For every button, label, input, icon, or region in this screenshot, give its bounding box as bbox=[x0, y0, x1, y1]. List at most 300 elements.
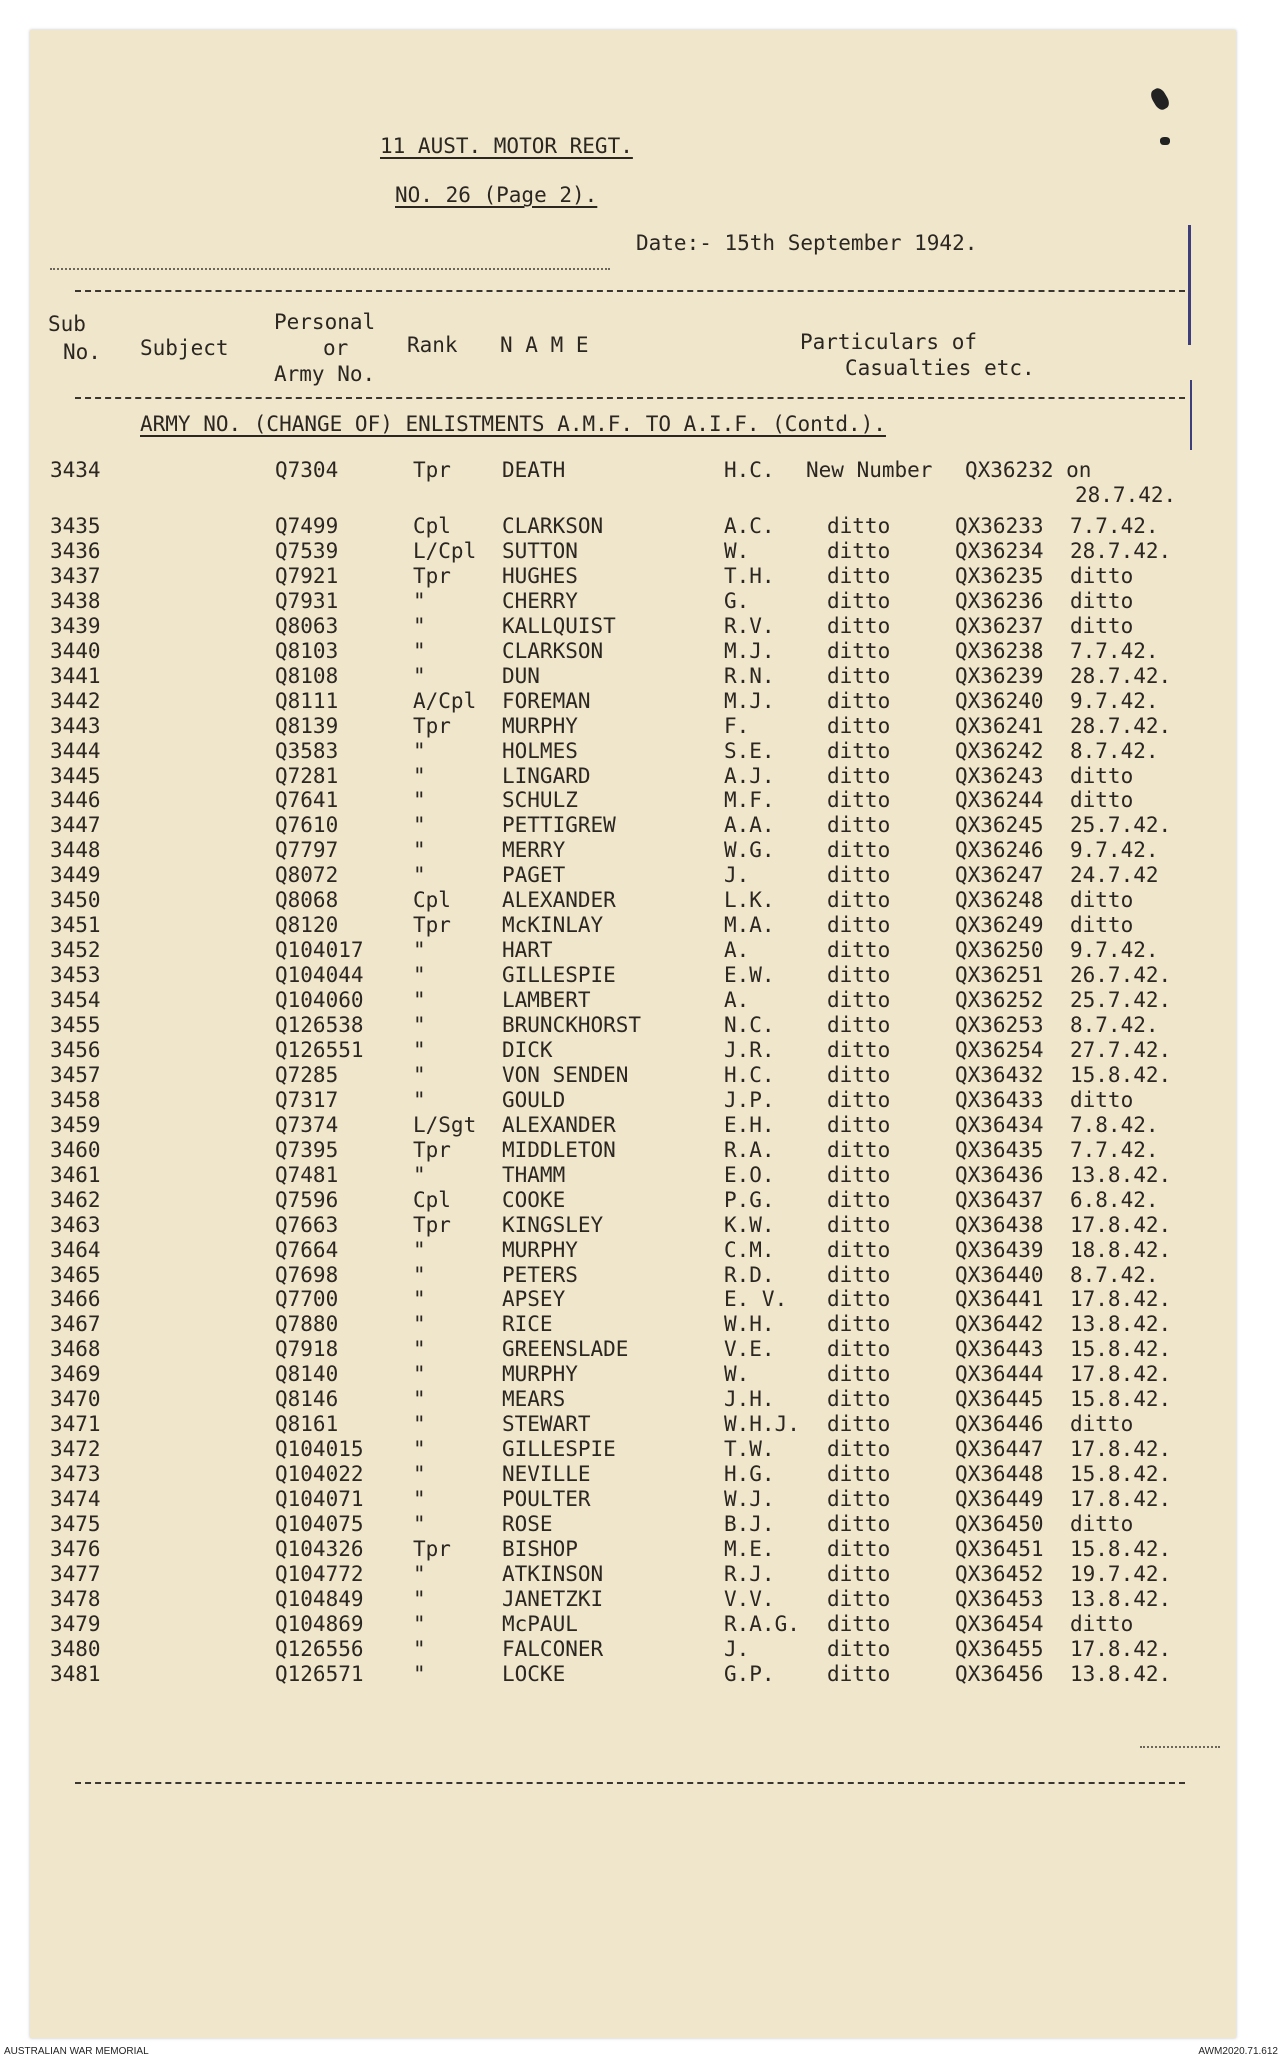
initials: J. bbox=[724, 1637, 750, 1661]
initials: R.D. bbox=[724, 1263, 775, 1287]
new-number: QX36441 bbox=[955, 1287, 1044, 1311]
surname: ALEXANDER bbox=[502, 888, 616, 912]
surname: MEARS bbox=[502, 1387, 566, 1411]
effective-date: 13.8.42. bbox=[1070, 1312, 1172, 1336]
sub-number: 3481 bbox=[50, 1662, 101, 1686]
particulars: ditto bbox=[827, 1113, 891, 1137]
sub-number: 3437 bbox=[50, 564, 101, 588]
rank: " bbox=[413, 1063, 426, 1087]
rank: Cpl bbox=[413, 1188, 451, 1212]
rank: " bbox=[413, 1038, 426, 1062]
sub-number: 3463 bbox=[50, 1213, 101, 1237]
ink-mark bbox=[1160, 137, 1170, 145]
initials: E. V. bbox=[724, 1287, 788, 1311]
initials: R.A. bbox=[724, 1138, 775, 1162]
document-page bbox=[30, 30, 1236, 2038]
effective-date: 8.7.42. bbox=[1070, 1263, 1159, 1287]
surname: ROSE bbox=[502, 1512, 553, 1536]
table-row bbox=[30, 1387, 1236, 1411]
table-row bbox=[30, 888, 1236, 912]
table-row bbox=[30, 1038, 1236, 1062]
new-number: QX36241 bbox=[955, 714, 1044, 738]
surname: PAGET bbox=[502, 863, 566, 887]
table-row bbox=[30, 1287, 1236, 1311]
initials: E.O. bbox=[724, 1163, 775, 1187]
particulars: ditto bbox=[827, 664, 891, 688]
new-number: QX36246 bbox=[955, 838, 1044, 862]
rank: " bbox=[413, 1387, 426, 1411]
table-row bbox=[30, 664, 1236, 688]
particulars: ditto bbox=[827, 589, 891, 613]
table-row bbox=[30, 1487, 1236, 1511]
particulars: ditto bbox=[827, 863, 891, 887]
army-number: Q7481 bbox=[275, 1163, 339, 1187]
table-row bbox=[30, 788, 1236, 812]
document-date: Date:- 15th September 1942. bbox=[636, 231, 978, 255]
surname: STEWART bbox=[502, 1412, 591, 1436]
initials: G.P. bbox=[724, 1662, 775, 1686]
particulars: ditto bbox=[827, 1287, 891, 1311]
table-row bbox=[30, 614, 1236, 638]
rank: Tpr bbox=[413, 1213, 451, 1237]
effective-date: 25.7.42. bbox=[1070, 988, 1172, 1012]
surname: SCHULZ bbox=[502, 788, 578, 812]
effective-date: 9.7.42. bbox=[1070, 938, 1159, 962]
initials: A. bbox=[724, 988, 750, 1012]
table-row bbox=[30, 1088, 1236, 1112]
rank: " bbox=[413, 938, 426, 962]
effective-date: 13.8.42. bbox=[1070, 1163, 1172, 1187]
effective-date: 7.7.42. bbox=[1070, 514, 1159, 538]
surname: COOKE bbox=[502, 1188, 566, 1212]
rank: " bbox=[413, 1263, 426, 1287]
table-row bbox=[30, 1562, 1236, 1586]
new-number: QX36432 bbox=[955, 1063, 1044, 1087]
new-number: QX36445 bbox=[955, 1387, 1044, 1411]
new-number: QX36233 bbox=[955, 514, 1044, 538]
effective-date: 17.8.42. bbox=[1070, 1362, 1172, 1386]
effective-date: 8.7.42. bbox=[1070, 739, 1159, 763]
initials: A. bbox=[724, 938, 750, 962]
surname: McPAUL bbox=[502, 1612, 578, 1636]
army-number: Q8139 bbox=[275, 714, 339, 738]
sub-number: 3441 bbox=[50, 664, 101, 688]
rank: " bbox=[413, 1238, 426, 1262]
army-number: Q7931 bbox=[275, 589, 339, 613]
sub-number: 3434 bbox=[50, 458, 101, 482]
table-row bbox=[30, 1437, 1236, 1461]
table-row bbox=[30, 564, 1236, 588]
rank: Tpr bbox=[413, 564, 451, 588]
new-number: QX36254 bbox=[955, 1038, 1044, 1062]
effective-date: 9.7.42. bbox=[1070, 689, 1159, 713]
army-number: Q104060 bbox=[275, 988, 364, 1012]
particulars: ditto bbox=[827, 764, 891, 788]
initials: M.F. bbox=[724, 788, 775, 812]
particulars: ditto bbox=[827, 564, 891, 588]
table-row bbox=[30, 1163, 1236, 1187]
header-army-no: Army No. bbox=[274, 362, 376, 386]
surname: GILLESPIE bbox=[502, 1437, 616, 1461]
surname: BISHOP bbox=[502, 1537, 578, 1561]
table-row bbox=[30, 1512, 1236, 1536]
table-row bbox=[30, 838, 1236, 862]
particulars: ditto bbox=[827, 1163, 891, 1187]
initials: W.H.J. bbox=[724, 1412, 800, 1436]
effective-date: 27.7.42. bbox=[1070, 1038, 1172, 1062]
sub-number: 3476 bbox=[50, 1537, 101, 1561]
rank: " bbox=[413, 1662, 426, 1686]
particulars: ditto bbox=[827, 888, 891, 912]
initials: V.V. bbox=[724, 1587, 775, 1611]
army-number: Q104017 bbox=[275, 938, 364, 962]
particulars: ditto bbox=[827, 938, 891, 962]
rank: " bbox=[413, 1163, 426, 1187]
rank: " bbox=[413, 1437, 426, 1461]
sub-number: 3461 bbox=[50, 1163, 101, 1187]
table-row bbox=[30, 1213, 1236, 1237]
table-row bbox=[30, 1113, 1236, 1137]
table-row bbox=[30, 1188, 1236, 1212]
rank: " bbox=[413, 988, 426, 1012]
surname: CHERRY bbox=[502, 589, 578, 613]
new-number: QX36444 bbox=[955, 1362, 1044, 1386]
particulars: New Number bbox=[806, 458, 933, 482]
table-row bbox=[30, 1412, 1236, 1436]
rank: " bbox=[413, 1462, 426, 1486]
new-number: QX36243 bbox=[955, 764, 1044, 788]
new-number: QX36454 bbox=[955, 1612, 1044, 1636]
new-number: QX36447 bbox=[955, 1437, 1044, 1461]
rank: " bbox=[413, 589, 426, 613]
initials: A.J. bbox=[724, 764, 775, 788]
effective-date: 28.7.42. bbox=[1070, 539, 1172, 563]
sub-number: 3455 bbox=[50, 1013, 101, 1037]
table-row bbox=[30, 739, 1236, 763]
particulars: ditto bbox=[827, 1312, 891, 1336]
sub-number: 3449 bbox=[50, 863, 101, 887]
surname: HART bbox=[502, 938, 553, 962]
particulars: ditto bbox=[827, 1213, 891, 1237]
surname: LOCKE bbox=[502, 1662, 566, 1686]
table-row bbox=[30, 813, 1236, 837]
initials: P.G. bbox=[724, 1188, 775, 1212]
particulars: ditto bbox=[827, 614, 891, 638]
army-number: Q7281 bbox=[275, 764, 339, 788]
table-row bbox=[30, 1263, 1236, 1287]
rank: " bbox=[413, 863, 426, 887]
rank: " bbox=[413, 1088, 426, 1112]
table-row bbox=[30, 938, 1236, 962]
army-number: Q8111 bbox=[275, 689, 339, 713]
dotted-rule bbox=[50, 268, 610, 270]
new-number: QX36440 bbox=[955, 1263, 1044, 1287]
new-number: QX36433 bbox=[955, 1088, 1044, 1112]
particulars: ditto bbox=[827, 1063, 891, 1087]
effective-date: 24.7.42 bbox=[1070, 863, 1159, 887]
surname: BRUNCKHORST bbox=[502, 1013, 642, 1037]
surname: FALCONER bbox=[502, 1637, 604, 1661]
new-number: QX36252 bbox=[955, 988, 1044, 1012]
table-row bbox=[30, 689, 1236, 713]
new-number: QX36455 bbox=[955, 1637, 1044, 1661]
surname: RICE bbox=[502, 1312, 553, 1336]
new-number: QX36452 bbox=[955, 1562, 1044, 1586]
surname: HOLMES bbox=[502, 739, 578, 763]
surname: FOREMAN bbox=[502, 689, 591, 713]
initials: H.G. bbox=[724, 1462, 775, 1486]
particulars: ditto bbox=[827, 1562, 891, 1586]
table-row bbox=[30, 863, 1236, 887]
document-body bbox=[30, 30, 1236, 2038]
rank: " bbox=[413, 614, 426, 638]
rank: " bbox=[413, 664, 426, 688]
initials: W. bbox=[724, 539, 750, 563]
surname: LAMBERT bbox=[502, 988, 591, 1012]
header-name: N A M E bbox=[500, 333, 589, 357]
army-number: Q7921 bbox=[275, 564, 339, 588]
initials: F. bbox=[724, 714, 750, 738]
rank: " bbox=[413, 1612, 426, 1636]
particulars: ditto bbox=[827, 1487, 891, 1511]
sub-number: 3477 bbox=[50, 1562, 101, 1586]
rank: " bbox=[413, 1637, 426, 1661]
initials: J. bbox=[724, 863, 750, 887]
table-row bbox=[30, 988, 1236, 1012]
new-number: QX36235 bbox=[955, 564, 1044, 588]
effective-date: ditto bbox=[1070, 1512, 1134, 1536]
sub-number: 3466 bbox=[50, 1287, 101, 1311]
particulars: ditto bbox=[827, 714, 891, 738]
army-number: Q126551 bbox=[275, 1038, 364, 1062]
sub-number: 3440 bbox=[50, 639, 101, 663]
effective-date: 19.7.42. bbox=[1070, 1562, 1172, 1586]
army-number: Q7304 bbox=[275, 458, 339, 482]
army-number: Q7317 bbox=[275, 1088, 339, 1112]
new-number: QX36434 bbox=[955, 1113, 1044, 1137]
sub-number: 3445 bbox=[50, 764, 101, 788]
particulars: ditto bbox=[827, 1088, 891, 1112]
new-number: QX36442 bbox=[955, 1312, 1044, 1336]
new-number: QX36242 bbox=[955, 739, 1044, 763]
surname: MURPHY bbox=[502, 1362, 578, 1386]
dashed-rule-bottom bbox=[75, 1782, 1185, 1784]
sub-number: 3458 bbox=[50, 1088, 101, 1112]
particulars: ditto bbox=[827, 1512, 891, 1536]
effective-date: 7.7.42. bbox=[1070, 639, 1159, 663]
particulars: ditto bbox=[827, 1238, 891, 1262]
surname: GOULD bbox=[502, 1088, 566, 1112]
table-row bbox=[30, 1138, 1236, 1162]
sub-number: 3479 bbox=[50, 1612, 101, 1636]
effective-date: 15.8.42. bbox=[1070, 1063, 1172, 1087]
table-row bbox=[30, 963, 1236, 987]
archive-reference: AWM2020.71.612 bbox=[1198, 2046, 1278, 2057]
rank: L/Sgt bbox=[413, 1113, 477, 1137]
surname: MIDDLETON bbox=[502, 1138, 616, 1162]
new-number: QX36232 on bbox=[965, 458, 1092, 482]
surname: KALLQUIST bbox=[502, 614, 616, 638]
army-number: Q104071 bbox=[275, 1487, 364, 1511]
rank: Tpr bbox=[413, 913, 451, 937]
particulars: ditto bbox=[827, 1537, 891, 1561]
header-casualties: Casualties etc. bbox=[845, 356, 1035, 380]
initials: W.H. bbox=[724, 1312, 775, 1336]
rank: " bbox=[413, 838, 426, 862]
effective-date: 15.8.42. bbox=[1070, 1337, 1172, 1361]
archive-credit: AUSTRALIAN WAR MEMORIAL bbox=[4, 2046, 149, 2057]
rank: " bbox=[413, 1337, 426, 1361]
table-row bbox=[30, 913, 1236, 937]
surname: CLARKSON bbox=[502, 514, 604, 538]
initials: W.G. bbox=[724, 838, 775, 862]
army-number: Q8120 bbox=[275, 913, 339, 937]
sub-number: 3454 bbox=[50, 988, 101, 1012]
particulars: ditto bbox=[827, 1412, 891, 1436]
sub-number: 3451 bbox=[50, 913, 101, 937]
effective-date: 6.8.42. bbox=[1070, 1188, 1159, 1212]
particulars: ditto bbox=[827, 689, 891, 713]
header-particulars: Particulars of bbox=[800, 330, 978, 354]
table-row bbox=[30, 714, 1236, 738]
army-number: Q104326 bbox=[275, 1537, 364, 1561]
initials: W.J. bbox=[724, 1487, 775, 1511]
table-row bbox=[30, 514, 1236, 538]
sub-number: 3452 bbox=[50, 938, 101, 962]
new-number: QX36240 bbox=[955, 689, 1044, 713]
new-number: QX36237 bbox=[955, 614, 1044, 638]
sub-number: 3438 bbox=[50, 589, 101, 613]
particulars: ditto bbox=[827, 539, 891, 563]
sub-number: 3439 bbox=[50, 614, 101, 638]
effective-date: ditto bbox=[1070, 913, 1134, 937]
new-number: QX36245 bbox=[955, 813, 1044, 837]
particulars: ditto bbox=[827, 1437, 891, 1461]
army-number: Q7285 bbox=[275, 1063, 339, 1087]
rank: " bbox=[413, 1362, 426, 1386]
surname: CLARKSON bbox=[502, 639, 604, 663]
effective-date: 13.8.42. bbox=[1070, 1587, 1172, 1611]
effective-date: ditto bbox=[1070, 589, 1134, 613]
unit-title: 11 AUST. MOTOR REGT. bbox=[380, 134, 633, 158]
army-number: Q7395 bbox=[275, 1138, 339, 1162]
army-number: Q7880 bbox=[275, 1312, 339, 1336]
surname: JANETZKI bbox=[502, 1587, 604, 1611]
initials: R.V. bbox=[724, 614, 775, 638]
table-row bbox=[30, 1013, 1236, 1037]
sub-number: 3464 bbox=[50, 1238, 101, 1262]
header-personal: Personal bbox=[274, 310, 376, 334]
particulars: ditto bbox=[827, 788, 891, 812]
army-number: Q8068 bbox=[275, 888, 339, 912]
initials: V.E. bbox=[724, 1337, 775, 1361]
new-number: QX36439 bbox=[955, 1238, 1044, 1262]
army-number: Q8072 bbox=[275, 863, 339, 887]
rank: " bbox=[413, 639, 426, 663]
rank: " bbox=[413, 1512, 426, 1536]
initials: K.W. bbox=[724, 1213, 775, 1237]
sub-number: 3462 bbox=[50, 1188, 101, 1212]
table-row bbox=[30, 458, 1236, 482]
sub-number: 3480 bbox=[50, 1637, 101, 1661]
rank: Tpr bbox=[413, 1138, 451, 1162]
particulars: ditto bbox=[827, 1138, 891, 1162]
effective-date: 17.8.42. bbox=[1070, 1437, 1172, 1461]
particulars: ditto bbox=[827, 1263, 891, 1287]
effective-date: ditto bbox=[1070, 614, 1134, 638]
initials: L.K. bbox=[724, 888, 775, 912]
initials: B.J. bbox=[724, 1512, 775, 1536]
surname: DICK bbox=[502, 1038, 553, 1062]
order-number: NO. 26 (Page 2). bbox=[395, 183, 598, 207]
effective-date: 28.7.42. bbox=[1075, 483, 1177, 507]
army-number: Q104015 bbox=[275, 1437, 364, 1461]
effective-date: ditto bbox=[1070, 1612, 1134, 1636]
sub-number: 3468 bbox=[50, 1337, 101, 1361]
initials: J.P. bbox=[724, 1088, 775, 1112]
rank: " bbox=[413, 764, 426, 788]
effective-date: 18.8.42. bbox=[1070, 1238, 1172, 1262]
table-row bbox=[30, 639, 1236, 663]
surname: ALEXANDER bbox=[502, 1113, 616, 1137]
particulars: ditto bbox=[827, 988, 891, 1012]
table-row bbox=[30, 1462, 1236, 1486]
rank: L/Cpl bbox=[413, 539, 477, 563]
initials: M.E. bbox=[724, 1537, 775, 1561]
sub-number: 3459 bbox=[50, 1113, 101, 1137]
surname: KINGSLEY bbox=[502, 1213, 604, 1237]
table-row bbox=[30, 764, 1236, 788]
new-number: QX36248 bbox=[955, 888, 1044, 912]
new-number: QX36456 bbox=[955, 1662, 1044, 1686]
army-number: Q8103 bbox=[275, 639, 339, 663]
table-row bbox=[30, 1637, 1236, 1661]
effective-date: 17.8.42. bbox=[1070, 1213, 1172, 1237]
initials: R.N. bbox=[724, 664, 775, 688]
army-number: Q104044 bbox=[275, 963, 364, 987]
army-number: Q7663 bbox=[275, 1213, 339, 1237]
table-row bbox=[30, 1312, 1236, 1336]
table-row bbox=[30, 1662, 1236, 1686]
new-number: QX36448 bbox=[955, 1462, 1044, 1486]
initials: T.H. bbox=[724, 564, 775, 588]
army-number: Q7596 bbox=[275, 1188, 339, 1212]
rank: " bbox=[413, 1587, 426, 1611]
army-number: Q126571 bbox=[275, 1662, 364, 1686]
sub-number: 3465 bbox=[50, 1263, 101, 1287]
new-number: QX36244 bbox=[955, 788, 1044, 812]
surname: THAMM bbox=[502, 1163, 566, 1187]
sub-number: 3467 bbox=[50, 1312, 101, 1336]
rank: " bbox=[413, 1562, 426, 1586]
army-number: Q7700 bbox=[275, 1287, 339, 1311]
table-row bbox=[30, 589, 1236, 613]
particulars: ditto bbox=[827, 1013, 891, 1037]
new-number: QX36437 bbox=[955, 1188, 1044, 1212]
surname: DUN bbox=[502, 664, 540, 688]
particulars: ditto bbox=[827, 1337, 891, 1361]
new-number: QX36450 bbox=[955, 1512, 1044, 1536]
surname: MERRY bbox=[502, 838, 566, 862]
initials: H.C. bbox=[724, 1063, 775, 1087]
new-number: QX36234 bbox=[955, 539, 1044, 563]
rank: " bbox=[413, 813, 426, 837]
effective-date: 7.8.42. bbox=[1070, 1113, 1159, 1137]
sub-number: 3435 bbox=[50, 514, 101, 538]
dashed-rule-header bbox=[75, 397, 1185, 399]
sub-number: 3447 bbox=[50, 813, 101, 837]
initials: R.J. bbox=[724, 1562, 775, 1586]
